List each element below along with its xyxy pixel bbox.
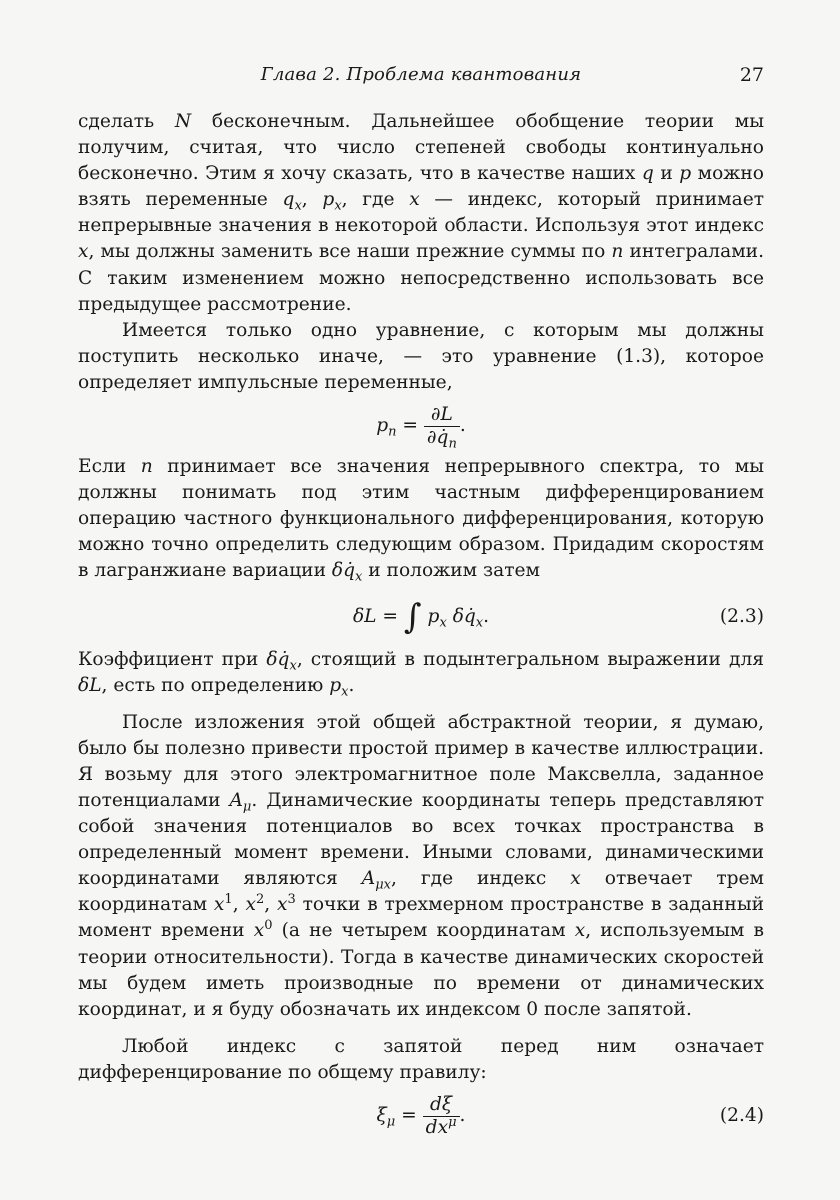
equation-momentum: $p_n$ = $\frac{\partial L}{\partial q̇_n}$ . [376, 404, 466, 452]
equation-2-4: $\xi_\mu$ = $\frac{d\xi}{dx^\mu}$ . (2.4) [78, 1090, 764, 1142]
page-number: 27 [739, 64, 764, 86]
paragraph-2: Имеется только одно уравнение, с которым мы должны поступить несколько иначе, — это уравнение (1.3), которое определяет импульсные переменные, [78, 319, 764, 393]
running-head: Глава 2. Проблема квантования [260, 64, 582, 85]
paragraph-1: сделать N бесконечным. Дальнейшее обобщение теории мы получим, считая, что число степеней свободы континуально бесконечно. Этим я хочу сказать, что в качестве наших q и p можно взять переменные $q_x$, $p_x$, где x — индекс, который принимает непрерывные значения в некоторой области. Используя этот индекс x, мы должны заменить все наши прежние суммы по n интегралами. С таким изменением можно непосредственно использовать все предыдущее рассмотрение. [78, 111, 764, 315]
paragraph-4: Коэффициент при $\delta q̇_x$, стоящий в подынтегральном выражении для δL, есть по определению $p_x$. [78, 648, 764, 700]
equation-number: (2.3) [719, 605, 764, 627]
fraction: $\frac{\partial L}{\partial q̇_n}$ [424, 404, 460, 448]
equation-2-3: δL = ∫ $p_x$ $\delta q̇_x$. (2.3) [78, 589, 764, 645]
fraction: $\frac{d\xi}{dx^\mu}$ [423, 1094, 460, 1138]
page-header [78, 64, 764, 94]
body-text [78, 109, 764, 1144]
integral-sign: ∫ [403, 596, 422, 637]
paragraph-3: Если n принимает все значения непрерывного спектра, то мы должны понимать под этим частным дифференцированием операцию частного функционального дифференцирования, которую можно точно определить следующим образом. Придадим скоростям в лагранжиане вариации $\delta q̇_x$ и положим затем [78, 456, 764, 586]
paragraph-6: Любой индекс с запятой перед ним означает дифференцирование по общему правилу: [78, 1035, 764, 1083]
paragraph-5: После изложения этой общей абстрактной теории, я думаю, было бы полезно привести простой пример в качестве иллюстрации. Я возьму для этого электромагнитное поле Максвелла, заданное потенциалами $A_\mu$. Динамические координаты теперь представляют собой значения потенциалов во всех точках пространства в определенный момент времени. Иными словами, динамическими координатами являются $A_{\mu x}$, где индекс x отвечает трем координатам $x^1$, $x^2$, $x^3$ точки в трехмерном пространстве в заданный момент времени $x^0$ (а не четырем координатам x, используемым в теории относительности). Тогда в качестве динамических скоростей мы будем иметь производные по времени от динамических координат, и я буду обозначать их индексом 0 после запятой. [78, 711, 765, 1020]
equation-number: (2.4) [719, 1105, 764, 1126]
